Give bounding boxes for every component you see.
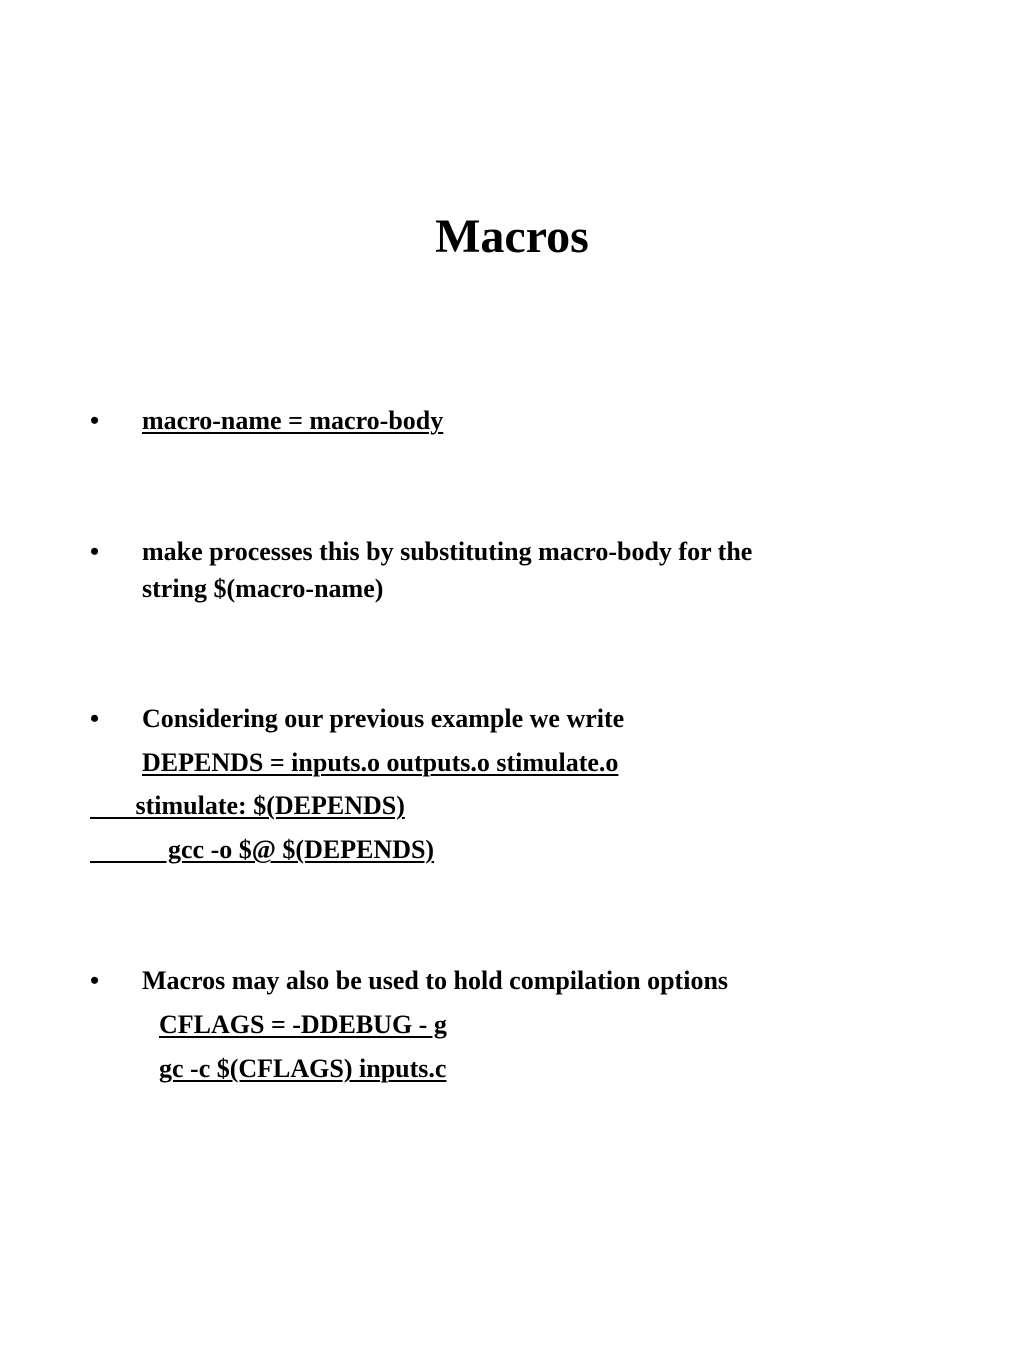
bullet-2-glyph: •	[90, 537, 100, 566]
make-substitution-line-2: string $(macro-name)	[142, 574, 384, 603]
bullet-4-glyph: •	[90, 966, 100, 995]
stimulate-target-rule: stimulate: $(DEPENDS)	[90, 791, 405, 820]
example-intro: Considering our previous example we write	[142, 704, 625, 733]
bullet-1-glyph: •	[90, 406, 100, 435]
slide-title: Macros	[435, 210, 589, 263]
gcc-link-command: gcc -o $@ $(DEPENDS)	[90, 835, 435, 864]
compilation-options-intro: Macros may also be used to hold compilation options	[142, 966, 729, 995]
compile-command: gc -c $(CFLAGS) inputs.c	[159, 1054, 447, 1083]
macro-definition-syntax: macro-name = macro-body	[142, 406, 444, 435]
cflags-macro-definition: CFLAGS = -DDEBUG - g	[159, 1010, 447, 1039]
depends-macro-definition: DEPENDS = inputs.o outputs.o stimulate.o	[142, 748, 619, 777]
bullet-3-glyph: •	[90, 704, 100, 733]
make-substitution-line-1: make processes this by substituting macro-body for the	[142, 537, 753, 566]
